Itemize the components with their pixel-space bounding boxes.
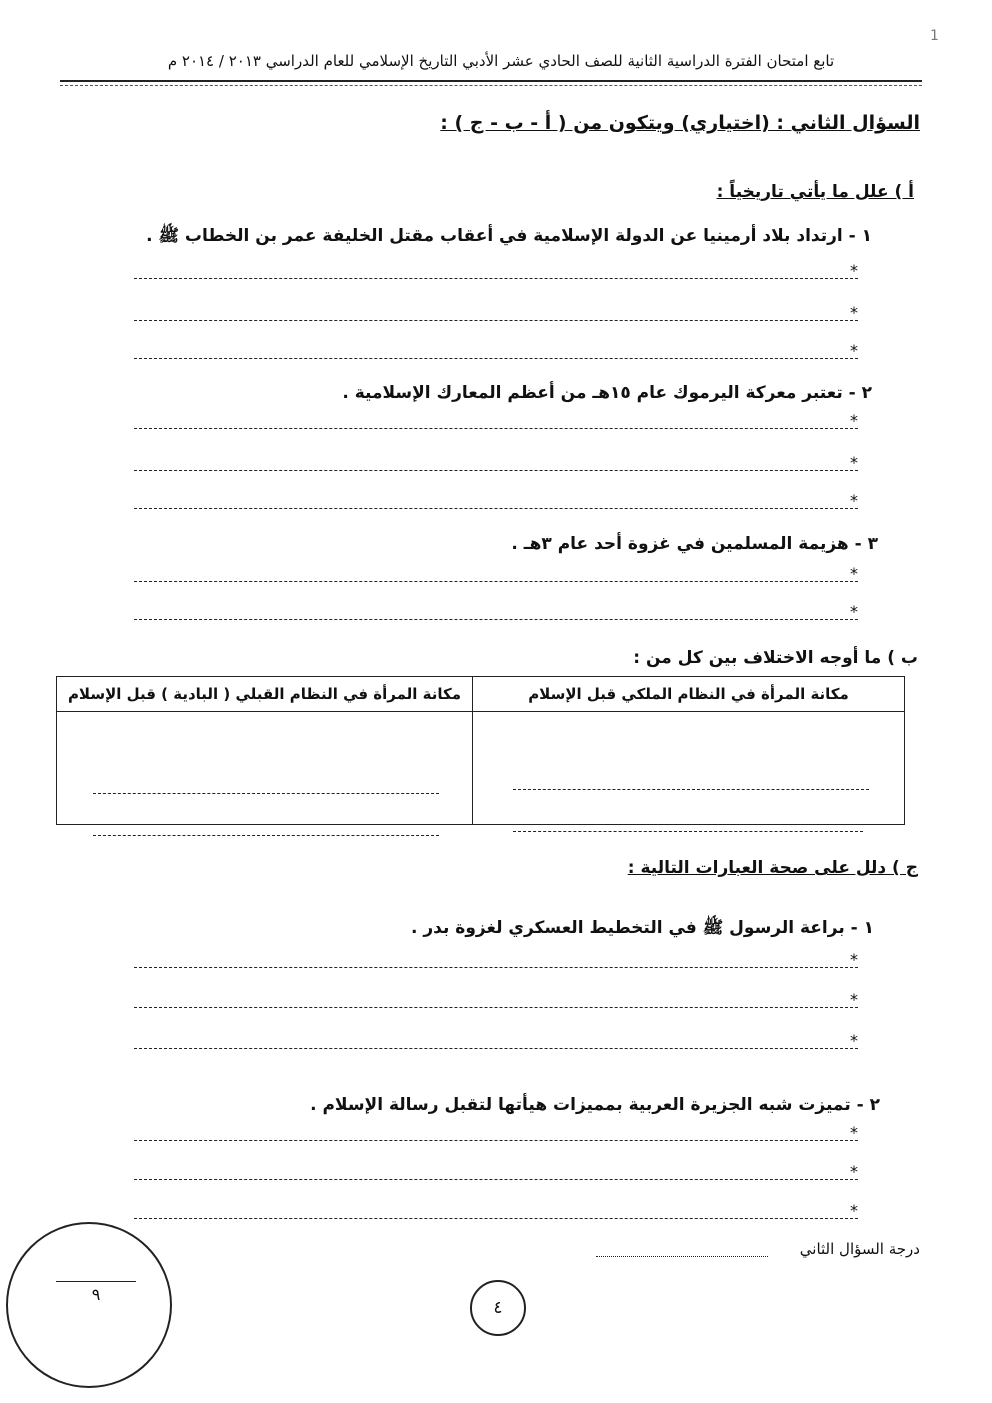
answer-line[interactable]: *: [134, 456, 858, 471]
section-c-item-1: ١ - براعة الرسول ﷺ في التخطيط العسكري لغزوة بدر .: [411, 918, 874, 938]
answer-line[interactable]: *: [134, 264, 858, 279]
answer-line[interactable]: *: [134, 414, 858, 429]
section-a-item-1: ١ - ارتداد بلاد أرمينيا عن الدولة الإسلامية في أعقاب مقتل الخليفة عمر بن الخطاب ﷺ .: [146, 226, 872, 246]
scan-corner-mark: 1: [930, 28, 939, 44]
answer-line[interactable]: *: [134, 567, 858, 582]
section-a-item-2: ٢ - تعتبر معركة اليرموك عام ١٥هـ من أعظم المعارك الإسلامية .: [342, 383, 872, 403]
table-header-tribal: مكانة المرأة في النظام القبلي ( البادية ) قبل الإسلام: [57, 677, 473, 712]
score-total: ٩: [91, 1285, 101, 1304]
cell-answer-line[interactable]: [513, 788, 869, 790]
section-c-title: ج ) دلل على صحة العبارات التالية :: [627, 858, 918, 878]
header-divider: [60, 80, 922, 82]
grade-label: درجة السؤال الثاني: [799, 1240, 920, 1258]
answer-line[interactable]: *: [134, 953, 858, 968]
table-cell-tribal[interactable]: [57, 712, 473, 825]
answer-line[interactable]: *: [134, 605, 858, 620]
answer-line[interactable]: *: [134, 1165, 858, 1180]
section-a-item-3: ٣ - هزيمة المسلمين في غزوة أحد عام ٣هـ .: [511, 534, 878, 554]
header-divider-dashed: [60, 85, 922, 86]
answer-line[interactable]: *: [134, 1126, 858, 1141]
comparison-table: [56, 676, 905, 825]
section-a-title: أ ) علل ما يأتي تاريخياً :: [716, 182, 914, 202]
table-header-monarchy: مكانة المرأة في النظام الملكي قبل الإسلام: [473, 677, 905, 712]
question-title: السؤال الثاني : (اختياري) ويتكون من ( أ - ب - ج ) :: [440, 112, 920, 134]
section-c-item-2: ٢ - تميزت شبه الجزيرة العربية بمميزات هيأتها لتقبل رسالة الإسلام .: [310, 1095, 880, 1115]
grade-dotted-line: [596, 1256, 768, 1257]
cell-answer-line[interactable]: [93, 792, 439, 794]
answer-line[interactable]: *: [134, 1034, 858, 1049]
exam-header: تابع امتحان الفترة الدراسية الثانية للصف الحادي عشر الأدبي التاريخ الإسلامي للعام الدراسي ٢٠١٣ / ٢٠١٤ م: [167, 52, 835, 70]
answer-line[interactable]: *: [134, 1204, 858, 1219]
cell-answer-line[interactable]: [93, 834, 439, 836]
answer-line[interactable]: *: [134, 344, 858, 359]
page-number: ٤: [470, 1280, 526, 1336]
cell-answer-line[interactable]: [513, 830, 863, 832]
answer-line[interactable]: *: [134, 993, 858, 1008]
answer-line[interactable]: *: [134, 306, 858, 321]
answer-line[interactable]: *: [134, 494, 858, 509]
score-fraction-line: [56, 1281, 136, 1282]
score-circle: [6, 1222, 172, 1388]
table-cell-monarchy[interactable]: [473, 712, 905, 825]
section-b-title: ب ) ما أوجه الاختلاف بين كل من :: [633, 648, 918, 668]
